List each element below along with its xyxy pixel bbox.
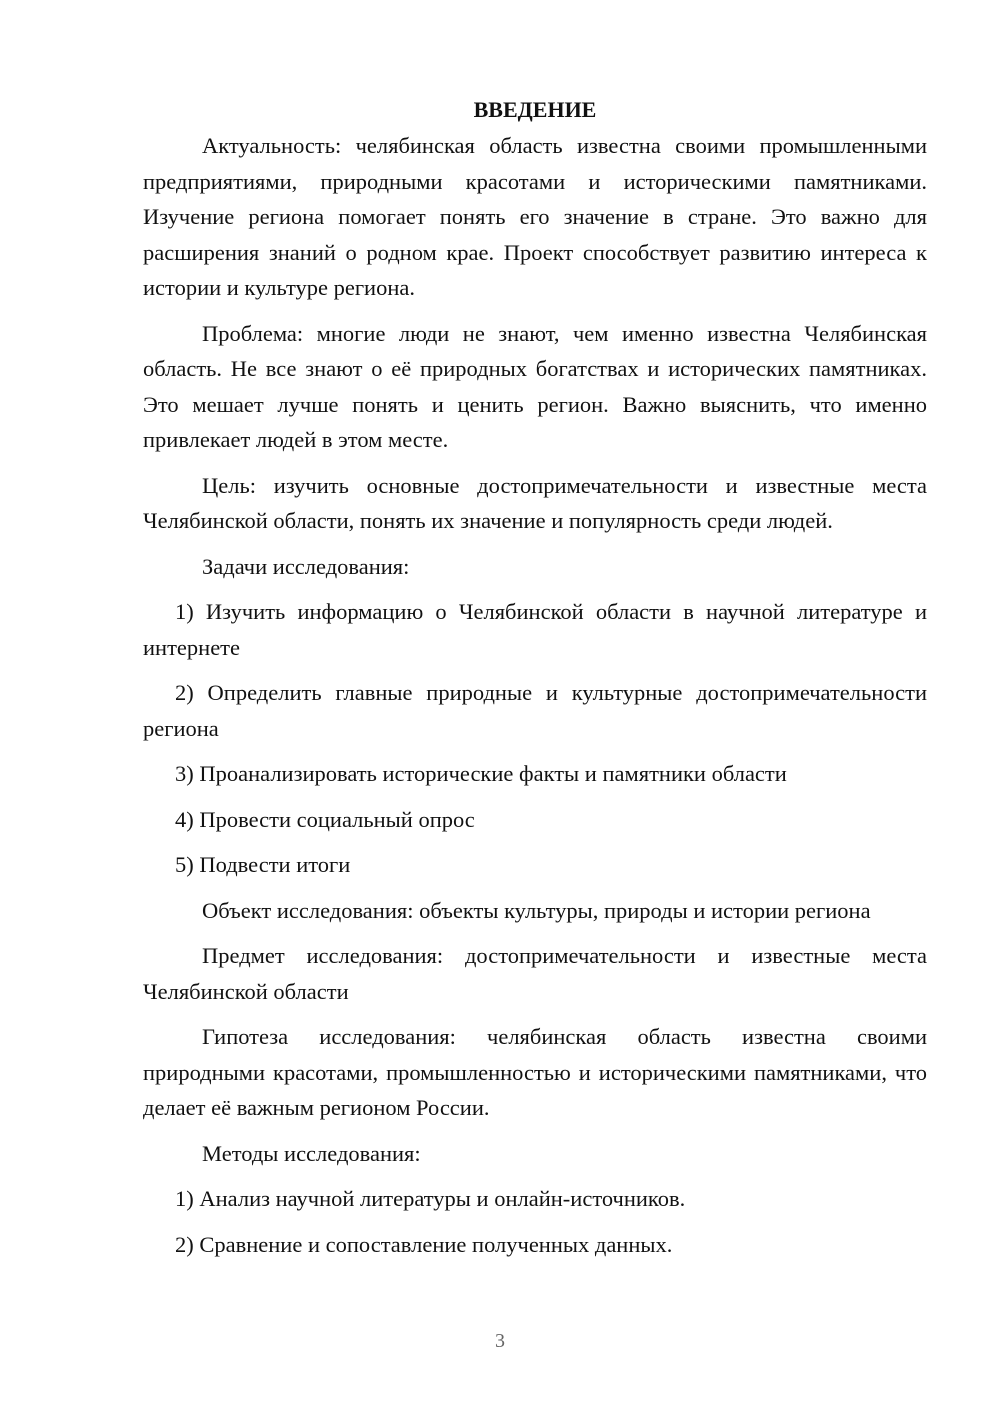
task-item-4: 4) Провести социальный опрос bbox=[175, 806, 475, 832]
paragraph-methods-title: Методы исследования: bbox=[202, 1140, 421, 1166]
task-item-2: 2) Определить главные природные и культурные достопримечательности региона bbox=[143, 680, 927, 741]
task-item-3: 3) Проанализировать исторические факты и памятники области bbox=[175, 761, 787, 786]
page-number: 3 bbox=[495, 1330, 505, 1352]
task-item-1: 1) Изучить информацию о Челябинской области в научной литературе и интернете bbox=[143, 599, 927, 660]
method-item-2: 2) Сравнение и сопоставление полученных данных. bbox=[175, 1231, 673, 1257]
paragraph-goal: Цель: изучить основные достопримечательности и известные места Челябинской области, понять их значение и популярность среди людей. bbox=[143, 472, 927, 533]
paragraph-problem: Проблема: многие люди не знают, чем именно известна Челябинская область. Не все знают о её природных богатствах и исторических памятниках. Это мешает лучше понять и ценить регион. Важно выяснить, что именно привлекает людей в этом месте. bbox=[143, 320, 927, 452]
paragraph-relevance: Актуальность: челябинская область известна своими промышленными предприятиями, природными красотами и историческими памятниками. Изучение региона помогает понять его значение в стране. Это важно для расширения знаний о родном крае. Проект способствует развитию интереса к истории и культуре региона. bbox=[143, 133, 927, 300]
paragraph-object: Объект исследования: объекты культуры, природы и истории региона bbox=[202, 897, 871, 923]
task-item-5: 5) Подвести итоги bbox=[175, 852, 351, 877]
paragraph-subject: Предмет исследования: достопримечательности и известные места Челябинской области bbox=[143, 943, 927, 1004]
section-heading: ВВЕДЕНИЕ bbox=[473, 97, 597, 122]
paragraph-hypothesis: Гипотеза исследования: челябинская область известна своими природными красотами, промышленностью и историческими памятниками, что делает её важным регионом России. bbox=[143, 1024, 927, 1120]
page-content bbox=[143, 92, 927, 1272]
method-item-1: 1) Анализ научной литературы и онлайн-источников. bbox=[175, 1186, 686, 1211]
paragraph-tasks-title: Задачи исследования: bbox=[202, 553, 410, 579]
